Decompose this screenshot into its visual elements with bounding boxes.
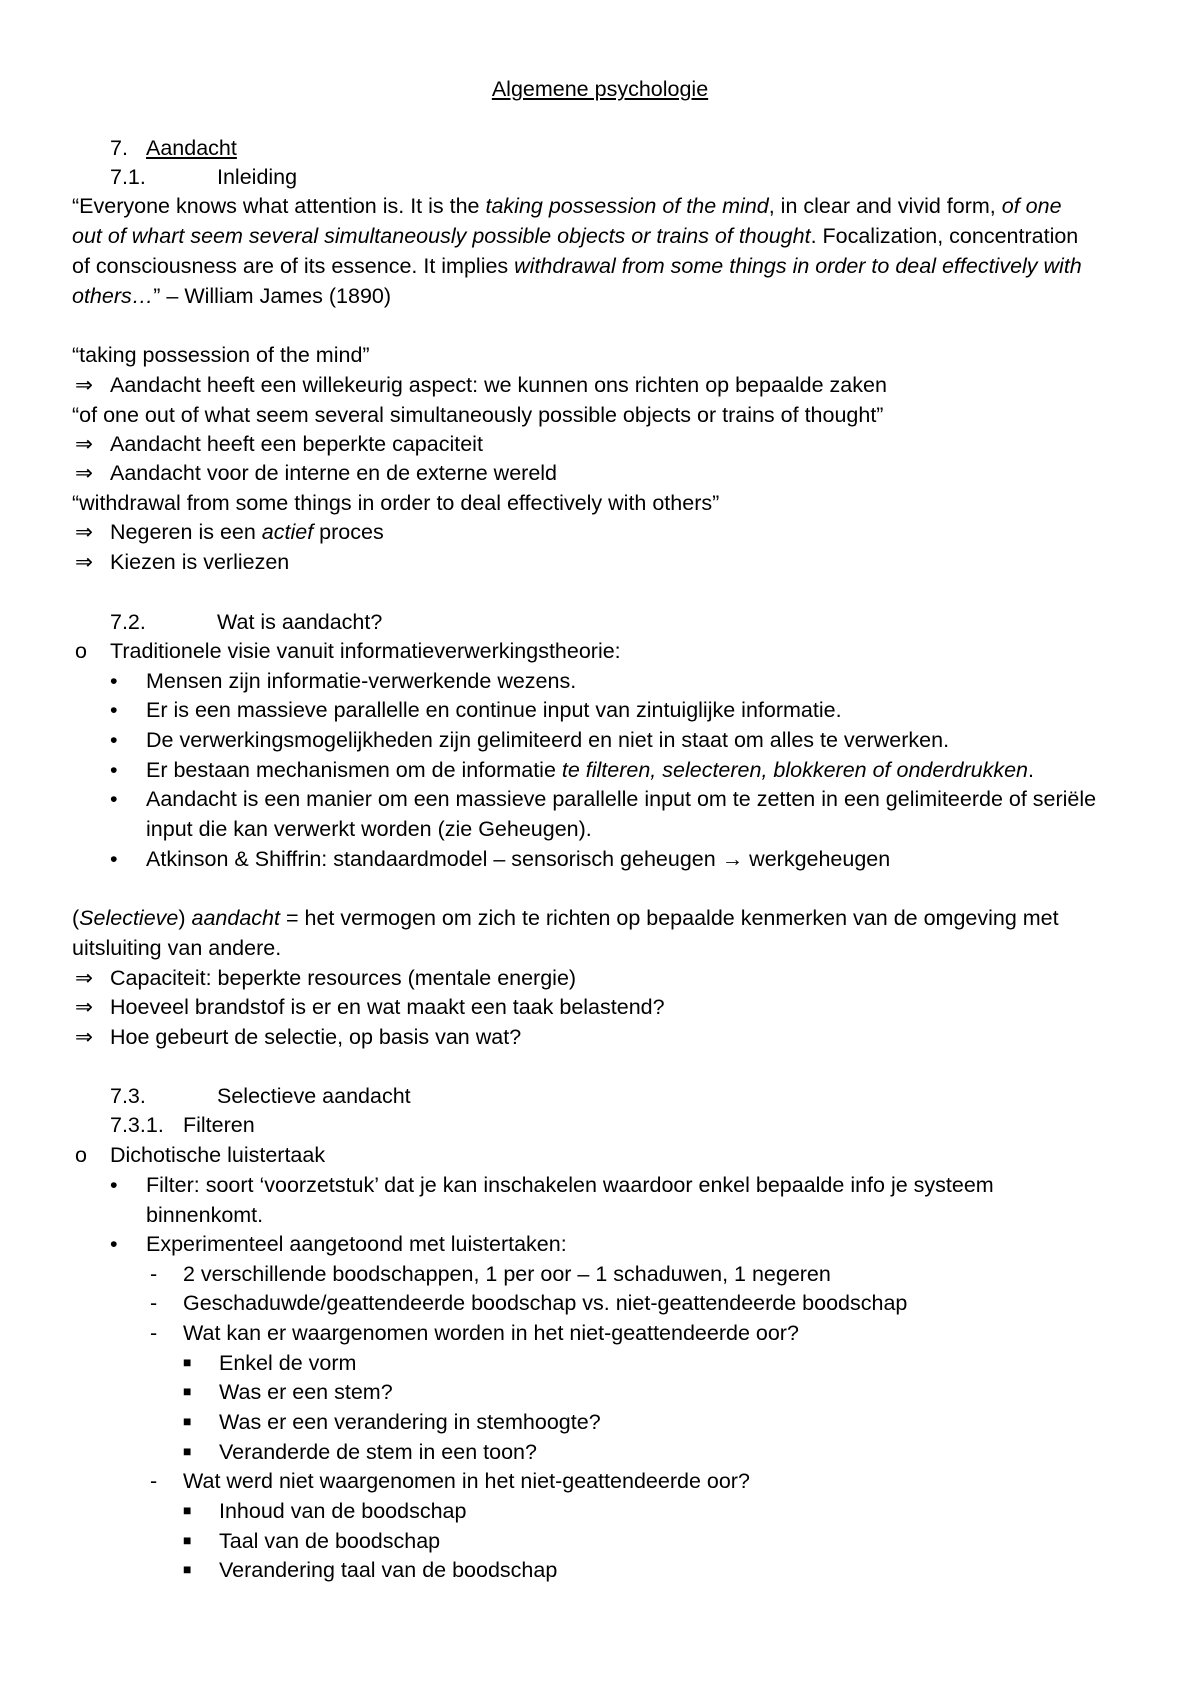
list-item: Filter: soort ‘voorzetstuk’ dat je kan inschakelen waardoor enkel bepaalde info je systeem bbox=[146, 1173, 994, 1197]
implies-arrow-icon: ⇒ bbox=[75, 550, 94, 574]
bullet-icon: • bbox=[110, 787, 118, 811]
chapter-title: Aandacht bbox=[146, 136, 237, 160]
list-item: Traditionele visie vanuit informatieverwerkingstheorie: bbox=[110, 639, 621, 663]
bullet-icon: • bbox=[110, 669, 118, 693]
list-item-continuation: input die kan verwerkt worden (zie Geheugen). bbox=[146, 817, 592, 841]
section-7-3-title: Selectieve aandacht bbox=[217, 1084, 411, 1108]
list-item: Er bestaan mechanismen om de informatie te filteren, selecteren, blokkeren of onderdrukken. bbox=[146, 758, 1034, 782]
right-arrow-icon: → bbox=[721, 847, 744, 871]
list-item: 2 verschillende boodschappen, 1 per oor – 1 schaduwen, 1 negeren bbox=[183, 1262, 831, 1286]
section-7-2-number: 7.2. bbox=[110, 610, 146, 634]
list-item: Enkel de vorm bbox=[219, 1351, 357, 1375]
list-item: Taal van de boodschap bbox=[219, 1529, 441, 1553]
analysis-point: Capaciteit: beperkte resources (mentale energie) bbox=[110, 966, 577, 990]
quote-fragment-3: “withdrawal from some things in order to deal effectively with others” bbox=[72, 491, 720, 515]
square-bullet-icon: ■ bbox=[183, 1532, 192, 1548]
square-bullet-icon: ■ bbox=[183, 1561, 192, 1577]
dash-bullet-icon: - bbox=[150, 1321, 158, 1345]
chapter-number: 7. bbox=[110, 136, 128, 160]
implies-arrow-icon: ⇒ bbox=[75, 520, 94, 544]
dash-bullet-icon: - bbox=[150, 1291, 158, 1315]
definition-line-1: (Selectieve) aandacht = het vermogen om zich te richten op bepaalde kenmerken van de omgeving met bbox=[72, 906, 1059, 930]
bullet-icon: • bbox=[110, 1173, 118, 1197]
list-item: Experimenteel aangetoond met luistertaken: bbox=[146, 1232, 567, 1256]
quote-line-4: others…” – William James (1890) bbox=[72, 284, 392, 308]
section-7-3-1-number: 7.3.1. bbox=[110, 1113, 164, 1137]
square-bullet-icon: ■ bbox=[183, 1502, 192, 1518]
dash-bullet-icon: - bbox=[150, 1262, 158, 1286]
list-item: Wat werd niet waargenomen in het niet-geattendeerde oor? bbox=[183, 1469, 750, 1493]
implies-arrow-icon: ⇒ bbox=[75, 461, 94, 485]
section-7-1-title: Inleiding bbox=[217, 165, 298, 189]
section-7-1-number: 7.1. bbox=[110, 165, 146, 189]
list-item: Atkinson & Shiffrin: standaardmodel – sensorisch geheugen → werkgeheugen bbox=[146, 847, 891, 871]
bullet-icon: • bbox=[110, 728, 118, 752]
quote-fragment-1: “taking possession of the mind” bbox=[72, 343, 370, 367]
list-item: Wat kan er waargenomen worden in het niet-geattendeerde oor? bbox=[183, 1321, 799, 1345]
list-item: De verwerkingsmogelijkheden zijn gelimiteerd en niet in staat om alles te verwerken. bbox=[146, 728, 950, 752]
list-item: Mensen zijn informatie-verwerkende wezens. bbox=[146, 669, 577, 693]
square-bullet-icon: ■ bbox=[183, 1383, 192, 1399]
hollow-bullet-icon: o bbox=[75, 1143, 87, 1167]
list-item: Verandering taal van de boodschap bbox=[219, 1558, 558, 1582]
quote-line-1: “Everyone knows what attention is. It is the taking possession of the mind, in clear and vivid form, of one bbox=[72, 194, 1062, 218]
bullet-icon: • bbox=[110, 758, 118, 782]
implies-arrow-icon: ⇒ bbox=[75, 995, 94, 1019]
list-item: Er is een massieve parallelle en continue input van zintuiglijke informatie. bbox=[146, 698, 842, 722]
list-item-continuation: binnenkomt. bbox=[146, 1203, 264, 1227]
list-item: Inhoud van de boodschap bbox=[219, 1499, 467, 1523]
implies-arrow-icon: ⇒ bbox=[75, 1025, 94, 1049]
analysis-point: Hoeveel brandstof is er en wat maakt een taak belastend? bbox=[110, 995, 665, 1019]
analysis-point: Negeren is een actief proces bbox=[110, 520, 384, 544]
list-item: Veranderde de stem in een toon? bbox=[219, 1440, 537, 1464]
analysis-point: Aandacht heeft een willekeurig aspect: we kunnen ons richten op bepaalde zaken bbox=[110, 373, 887, 397]
bullet-icon: • bbox=[110, 698, 118, 722]
section-7-3-1-title: Filteren bbox=[183, 1113, 255, 1137]
analysis-point: Kiezen is verliezen bbox=[110, 550, 290, 574]
list-item: Was er een stem? bbox=[219, 1380, 393, 1404]
list-item: Dichotische luistertaak bbox=[110, 1143, 326, 1167]
implies-arrow-icon: ⇒ bbox=[75, 432, 94, 456]
square-bullet-icon: ■ bbox=[183, 1413, 192, 1429]
definition-line-2: uitsluiting van andere. bbox=[72, 936, 282, 960]
analysis-point: Hoe gebeurt de selectie, op basis van wat? bbox=[110, 1025, 522, 1049]
section-7-3-number: 7.3. bbox=[110, 1084, 146, 1108]
section-7-2-title: Wat is aandacht? bbox=[217, 610, 383, 634]
quote-fragment-2: “of one out of what seem several simultaneously possible objects or trains of thought” bbox=[72, 403, 884, 427]
dash-bullet-icon: - bbox=[150, 1469, 158, 1493]
implies-arrow-icon: ⇒ bbox=[75, 373, 94, 397]
document-title: Algemene psychologie bbox=[491, 77, 709, 101]
list-item: Geschaduwde/geattendeerde boodschap vs. niet-geattendeerde boodschap bbox=[183, 1291, 908, 1315]
analysis-point: Aandacht heeft een beperkte capaciteit bbox=[110, 432, 483, 456]
implies-arrow-icon: ⇒ bbox=[75, 966, 94, 990]
bullet-icon: • bbox=[110, 847, 118, 871]
bullet-icon: • bbox=[110, 1232, 118, 1256]
square-bullet-icon: ■ bbox=[183, 1354, 192, 1370]
hollow-bullet-icon: o bbox=[75, 639, 87, 663]
quote-line-3: of consciousness are of its essence. It implies withdrawal from some things in order to deal effectively with bbox=[72, 254, 1082, 278]
list-item: Was er een verandering in stemhoogte? bbox=[219, 1410, 601, 1434]
quote-line-2: out of whart seem several simultaneously possible objects or trains of thought. Focalization, concentration bbox=[72, 224, 1079, 248]
list-item: Aandacht is een manier om een massieve parallelle input om te zetten in een gelimiteerde of seriële bbox=[146, 787, 1097, 811]
analysis-point: Aandacht voor de interne en de externe wereld bbox=[110, 461, 558, 485]
square-bullet-icon: ■ bbox=[183, 1443, 192, 1459]
